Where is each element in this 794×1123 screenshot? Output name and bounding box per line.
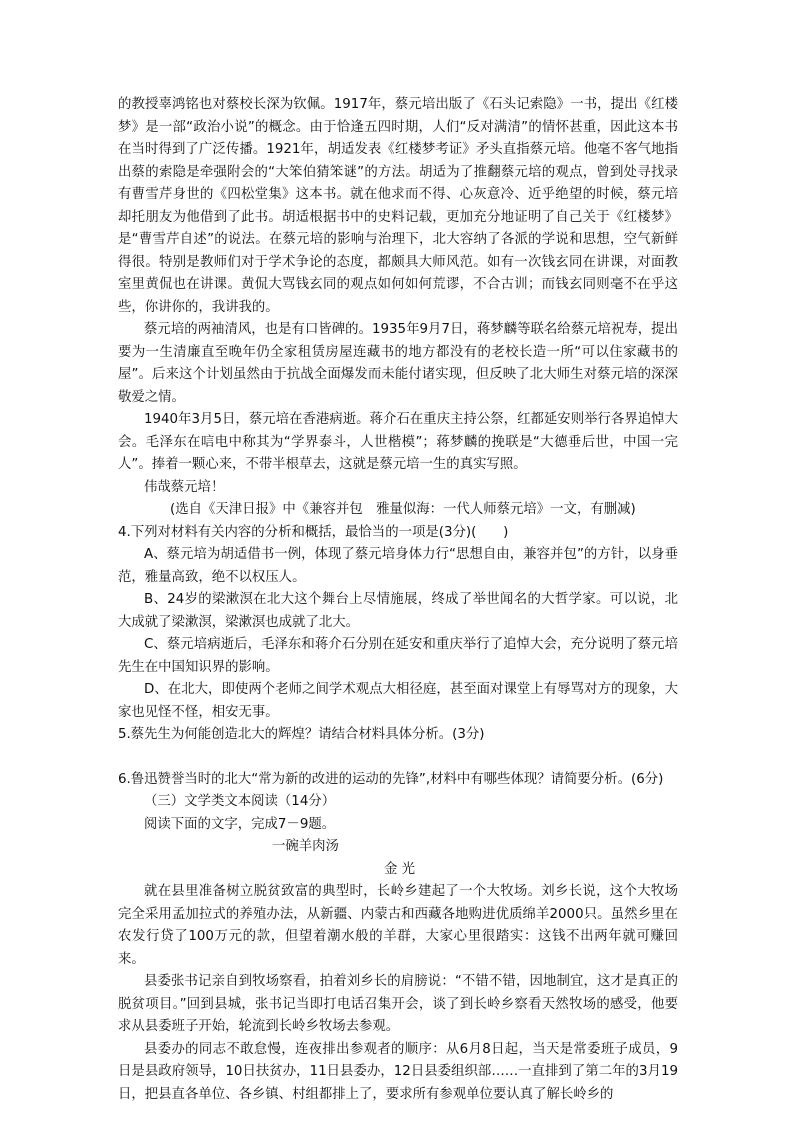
paragraph-2: 蔡元培的两袖清风，也是有口皆碑的。1935年9月7日，蒋梦麟等联名给蔡元培祝寿，提出要为一生清廉直至晚年仍全家租赁房屋连藏书的地方都没有的老校长造一所“可以住家藏书的屋”。后来这个计划虽然由于抗战全面爆发而未能付诸实现，但反映了北大师生对蔡元培的深深敬爱之情。 <box>118 322 678 405</box>
paragraph-3: 1940年3月5日，蔡元培在香港病逝。蒋介石在重庆主持公祭，红都延安则举行各界追悼大会。毛泽东在唁电中称其为“学界泰斗，人世楷模”；蒋梦麟的挽联是“大德垂后世，中国一完人”。捧着一颗心来，不带半根草去，这就是蔡元培一生的真实写照。 <box>118 412 678 472</box>
question-4-option-d: D、在北大，即使两个老师之间学术观点大相径庭，甚至面对课堂上有辱骂对方的现象，大家也见怪不怪，相安无事。 <box>118 682 678 720</box>
story-paragraph-3: 县委办的同志不敢怠慢，连夜排出参观者的顺序：从6月8日起，当天是常委班子成员，9日是县政府领导，10日扶贫办，11日县委办，12日县委组织部……一直排到了第二年的3月19日，把县直各单位、各乡镇、村组都排上了，要求所有参观单位要认真了解长岭乡的 <box>118 1041 678 1102</box>
source-note: (选自《天津日报》中《兼容并包 雅量似海：一代人师蔡元培》一文，有删减) <box>170 502 636 517</box>
question-6: 6.鲁迅赞誉当时的北大“常为新的改进的运动的先锋”,材料中有哪些体现？请简要分析。(6分) <box>118 771 664 787</box>
document-page <box>118 94 678 1106</box>
story-title: 一碗羊肉汤 <box>272 839 339 854</box>
question-4-option-b: B、24岁的梁漱溟在北大这个舞台上尽情施展，终成了举世闻名的大哲学家。可以说，北大成就了梁漱溟，梁漱溟也成就了北大。 <box>118 592 678 630</box>
section-3-instruction: 阅读下面的文字，完成7－9题。 <box>144 816 336 832</box>
answer-space <box>118 747 678 769</box>
question-5: 5.蔡先生为何能创造北大的辉煌？请结合材料具体分析。(3分) <box>118 727 485 742</box>
paragraph-1: 的教授辜鸿铭也对蔡校长深为钦佩。1917年，蔡元培出版了《石头记索隐》一书，提出《红楼梦》是一部“政治小说”的概念。由于恰逢五四时期，人们“反对满清”的情怀甚重，因此这本书在当时得到了广泛传播。1921年，胡适发表《红楼梦考证》矛头直指蔡元培。他毫不客气地指出蔡的索隐是牵强附会的“大笨伯猜笨谜”的方法。胡适为了推翻蔡元培的观点，曾到处寻找录有曹雪芹身世的《四松堂集》这本书。就在他求而不得、心灰意冷、近乎绝望的时候，蔡元培却托朋友为他借到了此书。胡适根据书中的史料记载，更加充分地证明了自己关于《红楼梦》是“曹雪芹自述”的说法。在蔡元培的影响与治理下，北大容纳了各派的学说和思想，空气新鲜得很。特别是教师们对于学术争论的态度，都颇具大师风范。如有一次钱玄同在讲课，对面教室里黄侃也在讲课。黄侃大骂钱玄同的观点如何如何荒谬，不合古训；而钱玄同则毫不在乎这些，你讲你的，我讲我的。 <box>118 97 678 315</box>
story-paragraph-1: 就在县里准备树立脱贫致富的典型时，长岭乡建起了一个大牧场。刘乡长说，这个大牧场完全采用孟加拉式的养殖办法，从新疆、内蒙古和西藏各地购进优质绵羊2000只。虽然乡里在农发行贷了100万元的款，但望着潮水般的羊群，大家心里很踏实：这钱不出两年就可赚回来。 <box>118 884 678 967</box>
paragraph-4: 伟哉蔡元培！ <box>144 479 225 495</box>
question-4-stem: 4.下列对材料有关内容的分析和概括，最恰当的一项是(3分)( ) <box>118 524 509 540</box>
question-4-option-a: A、蔡元培为胡适借书一例，体现了蔡元培身体力行“思想自由，兼容并包”的方针，以身垂范，雅量高致，绝不以权压人。 <box>118 547 678 585</box>
question-4-option-c: C、蔡元培病逝后，毛泽东和蒋介石分别在延安和重庆举行了追悼大会，充分说明了蔡元培先生在中国知识界的影响。 <box>118 637 678 675</box>
section-3-heading: （三）文学类文本阅读（14分） <box>144 794 336 809</box>
story-author: 金 光 <box>384 861 416 877</box>
story-paragraph-2: 县委张书记亲自到牧场察看，拍着刘乡长的肩膀说：“不错不错，因地制宜，这才是真正的脱贫项目。”回到县城，张书记当即打电话召集开会，谈了到长岭乡察看天然牧场的感受，他要求从县委班子开始，轮流到长岭乡牧场去参观。 <box>118 974 678 1034</box>
